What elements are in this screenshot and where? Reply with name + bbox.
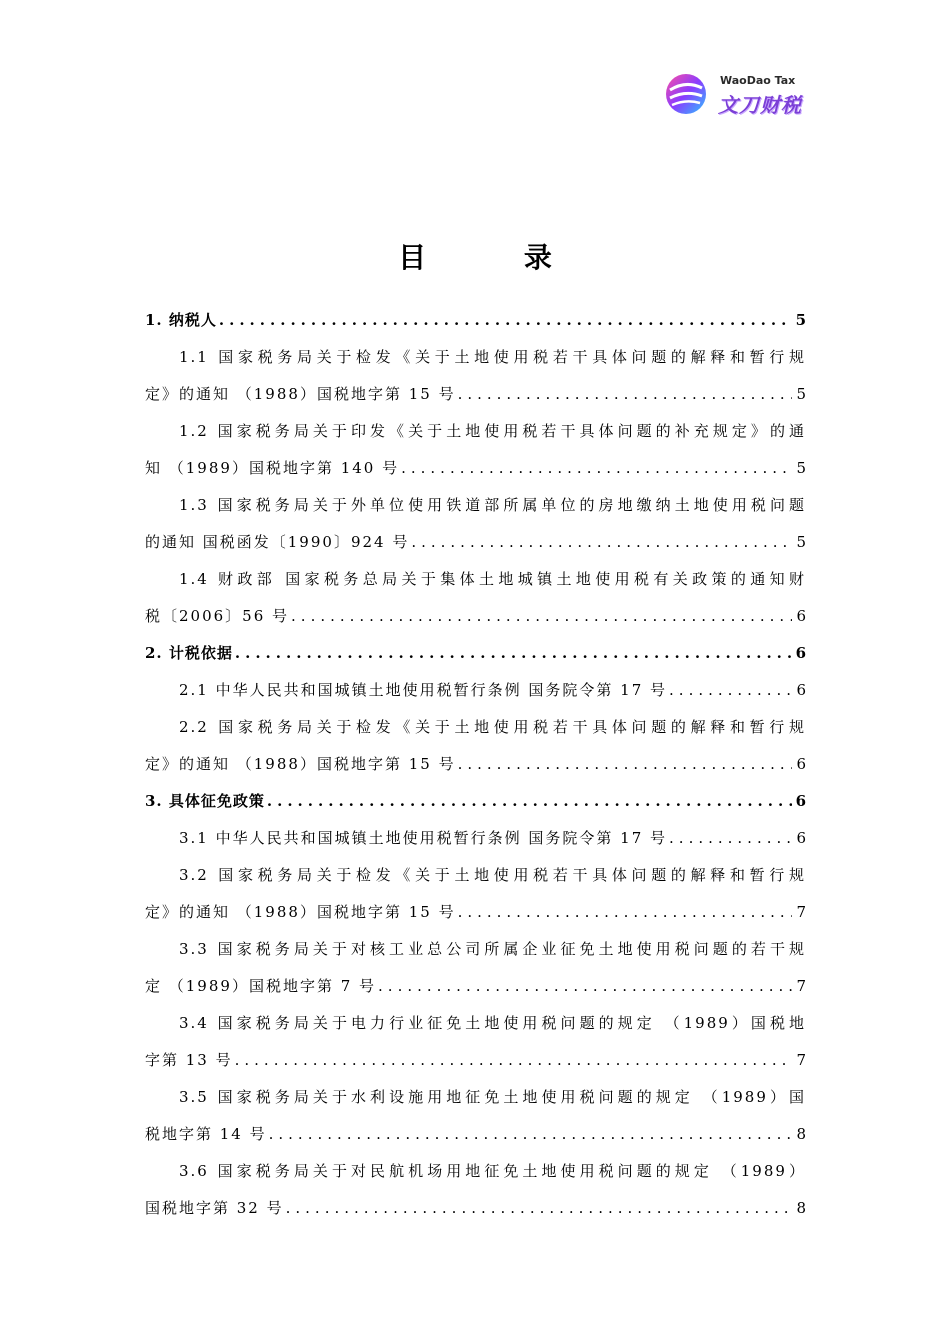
toc-leader-dots — [235, 635, 792, 672]
toc-item-title-end: 定》的通知 （1988）国税地字第 15 号 — [145, 755, 456, 773]
toc-leader-dots — [378, 968, 792, 1005]
toc-item[interactable] — [145, 413, 806, 487]
toc-leader-dots — [267, 783, 792, 820]
toc-leader-dots — [286, 1190, 793, 1227]
toc-page-number: 8 — [796, 1199, 806, 1217]
toc-item[interactable] — [145, 339, 806, 413]
toc-item[interactable] — [145, 672, 806, 709]
toc-item[interactable] — [145, 820, 806, 857]
toc-page-number: 6 — [796, 681, 806, 699]
toc-page-number: 7 — [796, 903, 806, 921]
brand-logo — [664, 72, 814, 118]
toc-leader-dots — [458, 746, 793, 783]
toc-item[interactable] — [145, 1079, 806, 1153]
toc-section[interactable] — [145, 783, 806, 820]
toc-item[interactable] — [145, 1005, 806, 1079]
toc-item-title-line: 3.4 国家税务局关于电力行业征免土地使用税问题的规定 （1989）国税地 — [179, 1014, 806, 1032]
toc-page-number: 6 — [796, 829, 806, 847]
toc-item-title-line: 1.2 国家税务局关于印发《关于土地使用税若干具体问题的补充规定》的通 — [179, 422, 806, 440]
toc-item[interactable] — [145, 487, 806, 561]
toc-item-title-end: 定 （1989）国税地字第 7 号 — [145, 977, 377, 995]
toc-section-title: 3. 具体征免政策 — [145, 792, 265, 810]
toc-leader-dots — [669, 672, 792, 709]
brand-logo-icon — [664, 72, 708, 116]
toc-leader-dots — [458, 894, 793, 931]
toc-item[interactable] — [145, 931, 806, 1005]
toc-item-title-line: 3.5 国家税务局关于水利设施用地征免土地使用税问题的规定 （1989）国 — [179, 1088, 806, 1106]
toc-page-number: 5 — [796, 459, 806, 477]
toc-leader-dots — [269, 1116, 793, 1153]
toc-item-title-end: 3.1 中华人民共和国城镇土地使用税暂行条例 国务院令第 17 号 — [179, 829, 668, 847]
toc-item-title-end: 国税地字第 32 号 — [145, 1199, 284, 1217]
toc-item-title-line: 3.6 国家税务局关于对民航机场用地征免土地使用税问题的规定 （1989） — [179, 1162, 806, 1180]
toc-item-title-end: 字第 13 号 — [145, 1051, 233, 1069]
toc-item[interactable] — [145, 857, 806, 931]
table-of-contents — [145, 302, 806, 1227]
toc-page-number: 6 — [796, 755, 806, 773]
page-title: 目 录 — [398, 241, 596, 274]
toc-page-number: 7 — [796, 977, 806, 995]
toc-item-title-line: 1.1 国家税务局关于检发《关于土地使用税若干具体问题的解释和暂行规 — [179, 348, 806, 366]
brand-name-cn: 文刀财税 — [718, 93, 802, 117]
toc-item-title-line: 1.4 财政部 国家税务总局关于集体土地城镇土地使用税有关政策的通知财 — [179, 570, 806, 588]
toc-item-title-line: 2.2 国家税务局关于检发《关于土地使用税若干具体问题的解释和暂行规 — [179, 718, 806, 736]
toc-leader-dots — [411, 524, 792, 561]
toc-page-number: 6 — [795, 644, 806, 662]
toc-section[interactable] — [145, 302, 806, 339]
toc-page-number: 6 — [796, 607, 806, 625]
toc-item-title-end: 定》的通知 （1988）国税地字第 15 号 — [145, 903, 456, 921]
toc-leader-dots — [291, 598, 792, 635]
toc-item-title-end: 定》的通知 （1988）国税地字第 15 号 — [145, 385, 456, 403]
toc-leader-dots — [235, 1042, 793, 1079]
toc-leader-dots — [401, 450, 792, 487]
toc-item-title-end: 税地字第 14 号 — [145, 1125, 267, 1143]
toc-item-title-end: 税〔2006〕56 号 — [145, 607, 290, 625]
toc-page-number: 5 — [795, 311, 806, 329]
toc-section[interactable] — [145, 635, 806, 672]
toc-section-title: 1. 纳税人 — [145, 311, 217, 329]
brand-name-en: WaoDao Tax — [720, 74, 796, 87]
toc-page-number: 6 — [795, 792, 806, 810]
toc-item-title-line: 1.3 国家税务局关于外单位使用铁道部所属单位的房地缴纳土地使用税问题 — [179, 496, 806, 514]
toc-leader-dots — [458, 376, 793, 413]
toc-item[interactable] — [145, 709, 806, 783]
toc-page-number: 8 — [796, 1125, 806, 1143]
toc-page-number: 7 — [796, 1051, 806, 1069]
toc-leader-dots — [669, 820, 792, 857]
toc-page-number: 5 — [796, 385, 806, 403]
toc-leader-dots — [219, 302, 792, 339]
toc-section-title: 2. 计税依据 — [145, 644, 233, 662]
toc-item[interactable] — [145, 561, 806, 635]
toc-item-title-end: 2.1 中华人民共和国城镇土地使用税暂行条例 国务院令第 17 号 — [179, 681, 668, 699]
toc-item-title-line: 3.3 国家税务局关于对核工业总公司所属企业征免土地使用税问题的若干规 — [179, 940, 806, 958]
toc-page-number: 5 — [796, 533, 806, 551]
toc-item[interactable] — [145, 1153, 806, 1227]
toc-item-title-end: 知 （1989）国税地字第 140 号 — [145, 459, 400, 477]
toc-item-title-end: 的通知 国税函发〔1990〕924 号 — [145, 533, 410, 551]
toc-item-title-line: 3.2 国家税务局关于检发《关于土地使用税若干具体问题的解释和暂行规 — [179, 866, 806, 884]
